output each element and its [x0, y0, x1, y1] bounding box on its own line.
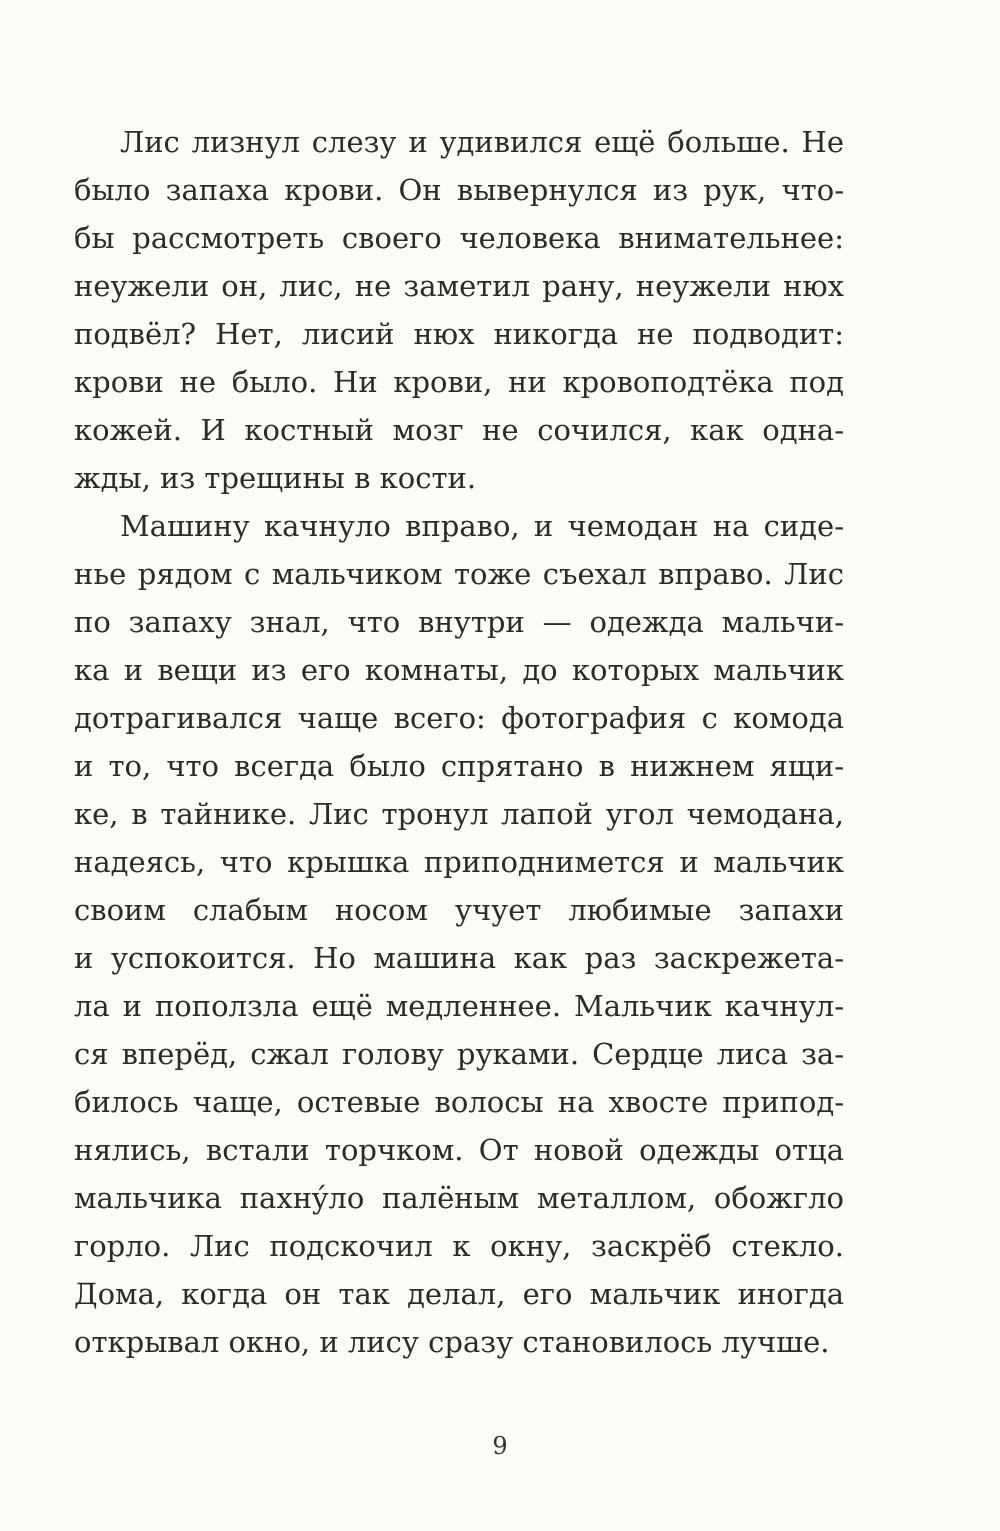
text-line: крови не было. Ни крови, ни кровоподтёка под: [74, 365, 844, 399]
text-line: ся вперёд, сжал голову руками. Сердце лиса за-: [74, 1037, 844, 1071]
text-line: кожей. И костный мозг не сочился, как однa-: [74, 413, 844, 447]
text-line: бы рассмотреть своего человека внимательнее:: [74, 221, 844, 255]
text-line: мальчика пахнýло палёным металлом, обожгло: [74, 1181, 844, 1215]
text-line: подвёл? Нет, лисий нюх никогда не подводит:: [74, 317, 844, 351]
text-line: Дома, когда он так делал, его мальчик иногда: [74, 1277, 844, 1311]
text-line: своим слабым носом учует любимые запахи: [74, 893, 844, 927]
text-line: нье рядом с мальчиком тоже съехал вправо. Лис: [74, 557, 844, 591]
text-line: ла и поползла ещё медленнее. Мальчик качнул-: [74, 989, 844, 1023]
text-line: дотрагивался чаще всего: фотография с комода: [74, 701, 844, 735]
text-line: нялись, встали торчком. От новой одежды отца: [74, 1133, 844, 1167]
text-line: ка и вещи из его комнаты, до которых мальчик: [74, 653, 844, 687]
text-line: Лис лизнул слезу и удивился ещё больше. Не: [120, 125, 844, 159]
text-line: было запаха крови. Он вывернулся из рук, что-: [74, 173, 844, 207]
text-line: неужели он, лис, не заметил рану, неужели нюх: [74, 269, 844, 303]
text-line: открывал окно, и лису сразу становилось лучше.: [74, 1325, 830, 1359]
text-line: Машину качнуло вправо, и чемодан на сиде-: [120, 509, 844, 543]
body-text: [74, 118, 844, 1366]
text-line: жды, из трещины в кости.: [74, 461, 477, 495]
text-line: по запаху знал, что внутри — одежда мальчи-: [74, 605, 844, 639]
text-line: билось чаще, остевые волосы на хвосте припод-: [74, 1085, 844, 1119]
text-line: ке, в тайнике. Лис тронул лапой угол чемодана,: [74, 797, 844, 831]
text-line: горло. Лис подскочил к окну, заскрёб стекло.: [74, 1229, 844, 1263]
page-number: 9: [492, 1432, 508, 1460]
text-line: и успокоится. Но машина как раз заскрежета-: [74, 941, 844, 975]
text-line: надеясь, что крышка приподнимется и мальчик: [74, 845, 844, 879]
text-line: и то, что всегда было спрятано в нижнем ящи-: [74, 749, 844, 783]
